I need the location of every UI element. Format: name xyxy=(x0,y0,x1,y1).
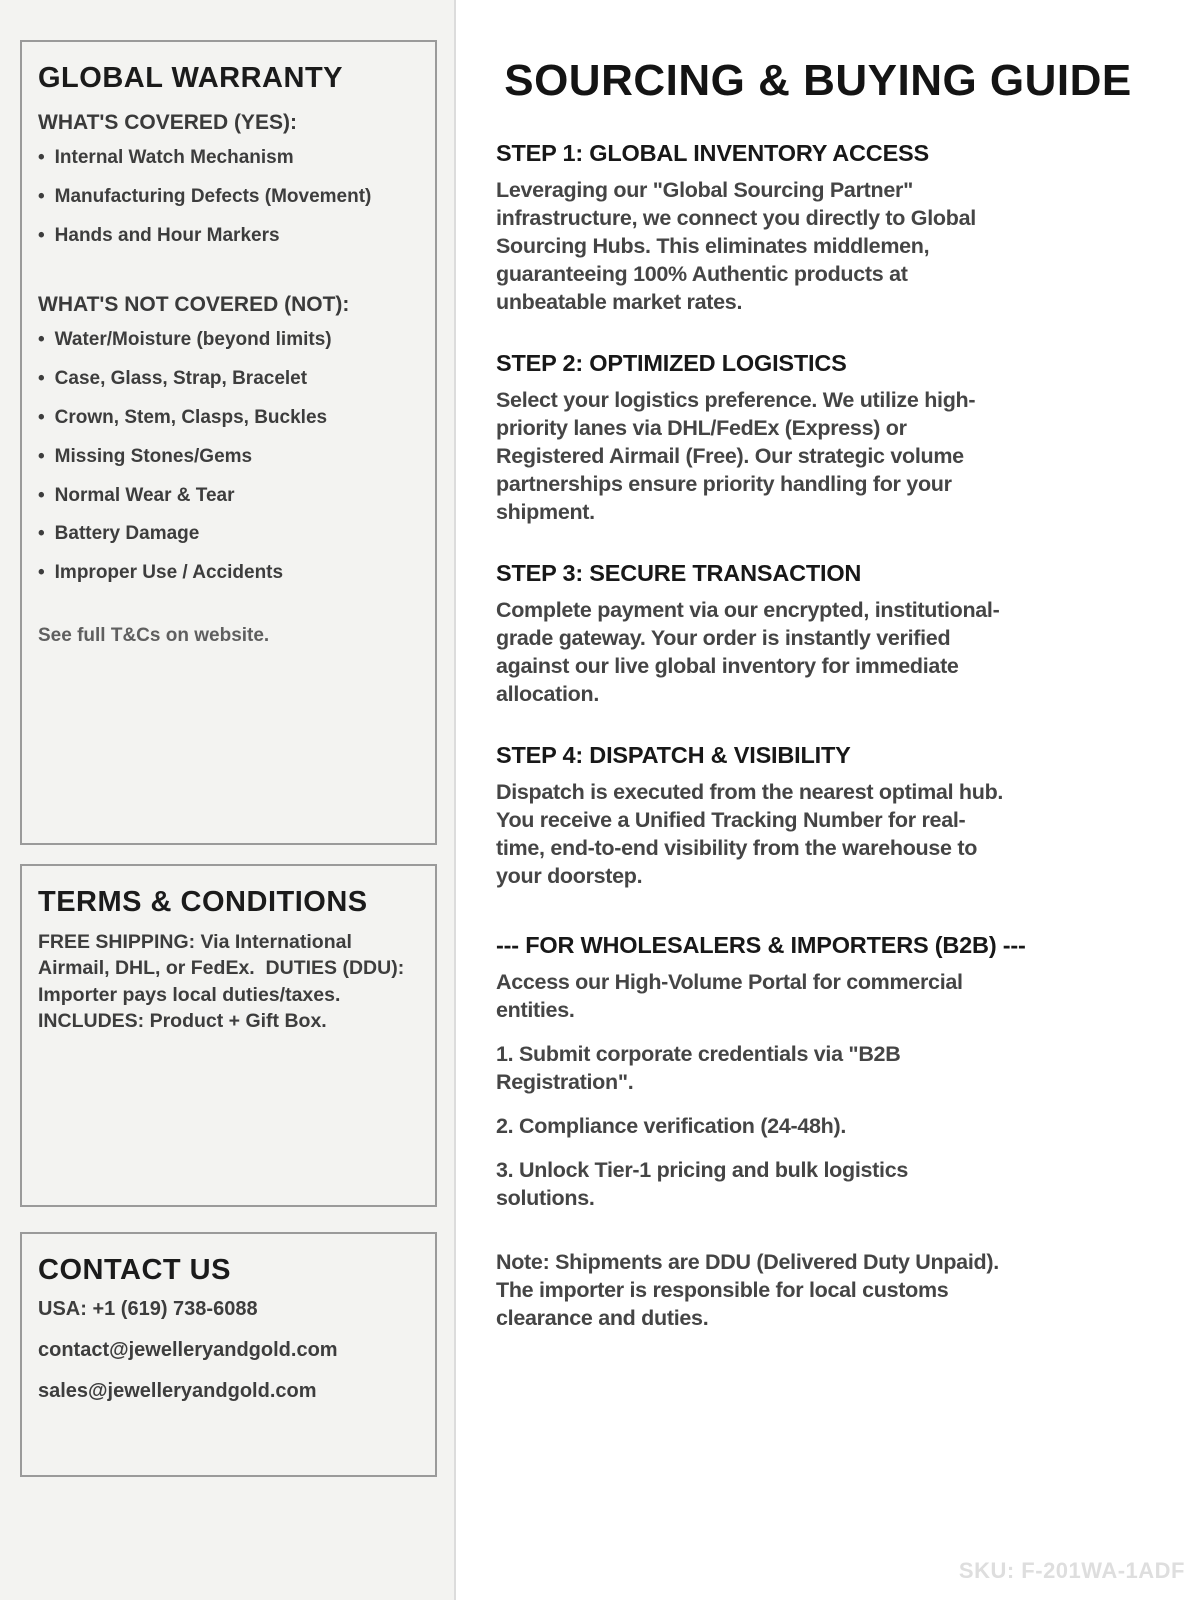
contact-phone: USA: +1 (619) 738-6088 xyxy=(38,1298,258,1320)
b2b-step-3: 3. Unlock Tier-1 pricing and bulk logistics solutions. xyxy=(496,1158,909,1210)
covered-list xyxy=(38,139,417,255)
page-title: SOURCING & BUYING GUIDE xyxy=(504,56,1132,105)
sku-label: SKU: F-201WA-1ADF xyxy=(958,1558,1185,1583)
not-covered-list xyxy=(38,321,417,593)
step-3-heading: STEP 3: SECURE TRANSACTION xyxy=(496,560,862,586)
step-2-body: Select your logistics preference. We utilize high-priority lanes via DHL/FedEx (Express) or Registered Airmail (Free). Our strategic volume partnerships ensure priority handling for your shipment. xyxy=(496,388,976,524)
step-4-heading: STEP 4: DISPATCH & VISIBILITY xyxy=(496,742,851,768)
list-item: • Normal Wear & Tear xyxy=(38,477,417,516)
list-item: • Case, Glass, Strap, Bracelet xyxy=(38,360,417,399)
step-2-section xyxy=(496,350,1140,526)
list-item: • Manufacturing Defects (Movement) xyxy=(38,178,417,217)
b2b-note: Note: Shipments are DDU (Delivered Duty Unpaid). The importer is responsible for local customs clearance and duties. xyxy=(496,1250,999,1330)
step-4-section xyxy=(496,742,1140,890)
b2b-step-2: 2. Compliance verification (24-48h). xyxy=(496,1114,847,1138)
sidebar xyxy=(0,0,456,1600)
contact-panel xyxy=(20,1232,437,1477)
b2b-step-1: 1. Submit corporate credentials via "B2B Registration". xyxy=(496,1042,901,1094)
step-4-body: Dispatch is executed from the nearest optimal hub. You receive a Unified Tracking Number for real-time, end-to-end visibility from the warehouse to your doorstep. xyxy=(496,780,1004,888)
contact-email-primary: contact@jewelleryandgold.com xyxy=(38,1339,338,1361)
contact-email-sales: sales@jewelleryandgold.com xyxy=(38,1380,317,1402)
step-1-heading: STEP 1: GLOBAL INVENTORY ACCESS xyxy=(496,140,929,166)
list-item: • Internal Watch Mechanism xyxy=(38,139,417,178)
step-1-body: Leveraging our "Global Sourcing Partner" infrastructure, we connect you directly to Global Sourcing Hubs. This eliminates middlemen, guaranteeing 100% Authentic products at unbeatable market rates. xyxy=(496,178,976,314)
b2b-intro: Access our High-Volume Portal for commercial entities. xyxy=(496,970,963,1022)
not-covered-heading: WHAT'S NOT COVERED (NOT): xyxy=(38,293,350,317)
list-item: • Battery Damage xyxy=(38,515,417,554)
terms-title: TERMS & CONDITIONS xyxy=(38,886,368,918)
warranty-panel xyxy=(20,40,437,845)
step-3-section xyxy=(496,560,1140,708)
b2b-heading: --- FOR WHOLESALERS & IMPORTERS (B2B) --- xyxy=(496,932,1026,958)
b2b-section xyxy=(496,932,1140,1332)
list-item: • Missing Stones/Gems xyxy=(38,438,417,477)
list-item: • Crown, Stem, Clasps, Buckles xyxy=(38,399,417,438)
terms-panel xyxy=(20,864,437,1207)
step-2-heading: STEP 2: OPTIMIZED LOGISTICS xyxy=(496,350,847,376)
step-1-section xyxy=(496,140,1140,316)
covered-heading: WHAT'S COVERED (YES): xyxy=(38,111,297,134)
list-item: • Improper Use / Accidents xyxy=(38,554,417,593)
list-item: • Water/Moisture (beyond limits) xyxy=(38,321,417,360)
terms-body: FREE SHIPPING: Via International Airmail, DHL, or FedEx. DUTIES (DDU): Importer pays local duties/taxes. INCLUDES: Product + Gift Box. xyxy=(38,931,410,1032)
main-content xyxy=(456,0,1200,1600)
contact-title: CONTACT US xyxy=(38,1254,231,1286)
list-item: • Hands and Hour Markers xyxy=(38,217,417,256)
warranty-footnote: See full T&Cs on website. xyxy=(38,624,270,646)
warranty-title: GLOBAL WARRANTY xyxy=(38,62,344,94)
step-3-body: Complete payment via our encrypted, institutional-grade gateway. Your order is instantly verified against our live global inventory for immediate allocation. xyxy=(496,598,1000,706)
